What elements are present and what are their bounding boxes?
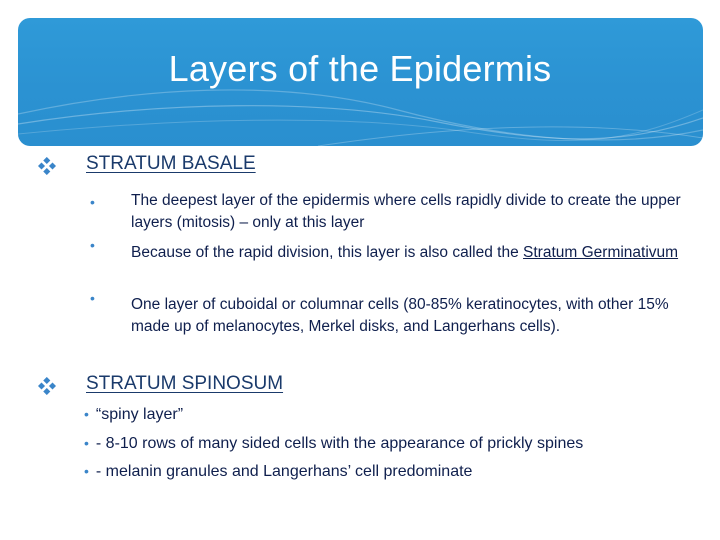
slide-title: Layers of the Epidermis — [168, 48, 552, 89]
section-heading-stratum-spinosum: STRATUM SPINOSUM — [86, 373, 284, 394]
diamond-quad-icon — [38, 377, 56, 395]
spinosum-item-3-text: - melanin granules and Langerhans’ cell predominate — [95, 463, 473, 480]
bullet-icon: • — [84, 406, 89, 422]
diamond-quad-icon — [38, 157, 56, 175]
basale-item-1: The deepest layer of the epidermis where cells rapidly divide to create the upper layers (mitosis) – only at this layer — [131, 192, 681, 231]
bullet-icon: • — [90, 194, 95, 210]
spinosum-item-1-text: “spiny layer” — [95, 406, 184, 423]
basale-item-2 — [131, 242, 691, 264]
spinosum-item-2 — [84, 435, 583, 453]
bullet-icon: • — [84, 435, 89, 451]
spinosum-item-3 — [84, 463, 472, 481]
bullet-icon: • — [90, 237, 95, 253]
bullet-icon: • — [84, 463, 89, 479]
section-heading-stratum-basale: STRATUM BASALE — [86, 153, 256, 174]
basale-item-3: One layer of cuboidal or columnar cells (80-85% keratinocytes, with other 15% made up of melanocytes, Merkel disks, and Langerhans cells). — [131, 296, 669, 335]
spinosum-item-1 — [84, 406, 183, 424]
stratum-germinativum-link[interactable]: Stratum Germinativum — [523, 244, 679, 261]
spinosum-item-2-text: - 8-10 rows of many sided cells with the appearance of prickly spines — [95, 435, 584, 452]
basale-item-2-text: Because of the rapid division, this layer is also called the — [131, 244, 524, 261]
bullet-icon: • — [90, 290, 95, 306]
